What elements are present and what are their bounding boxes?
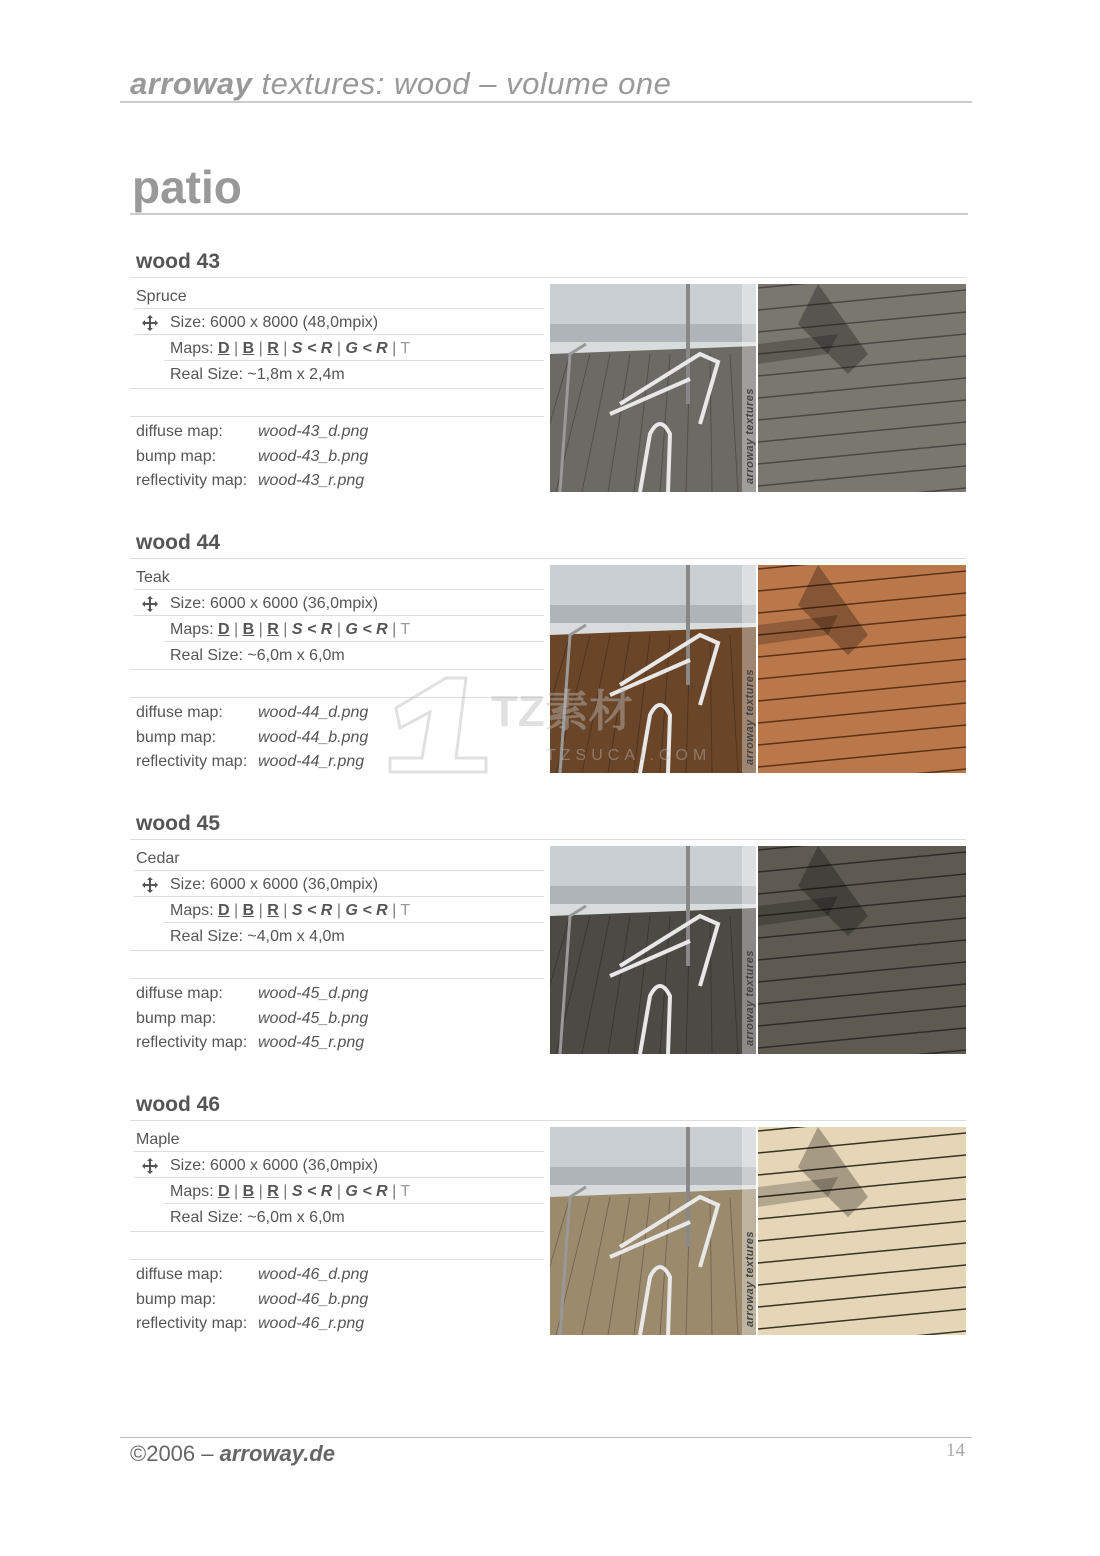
map-link-bump[interactable]: B bbox=[242, 1183, 255, 1200]
row-divider bbox=[134, 1151, 544, 1152]
real-size-value: ~6,0m x 6,0m bbox=[247, 647, 345, 664]
map-separator: | bbox=[336, 621, 341, 638]
bump-map-label: bump map: bbox=[136, 447, 217, 465]
move-icon bbox=[142, 315, 158, 331]
render-preview-image bbox=[550, 1127, 756, 1335]
entry-title: wood 43 bbox=[136, 250, 221, 273]
row-divider bbox=[164, 1203, 544, 1204]
map-link-t: T bbox=[400, 340, 411, 357]
species-row bbox=[130, 284, 544, 310]
row-divider bbox=[134, 308, 544, 309]
map-separator: | bbox=[234, 340, 239, 357]
render-preview-image bbox=[550, 846, 756, 1054]
species-row bbox=[130, 1127, 544, 1153]
diffuse-map-label: diffuse map: bbox=[136, 704, 223, 721]
map-separator: | bbox=[392, 621, 397, 638]
move-icon bbox=[142, 877, 158, 893]
map-link-glossiness[interactable]: G < R bbox=[345, 1183, 388, 1200]
map-link-diffuse[interactable]: D bbox=[218, 902, 230, 919]
row-divider bbox=[130, 950, 544, 951]
maps-text bbox=[170, 340, 410, 358]
row-divider bbox=[134, 615, 544, 616]
map-link-glossiness[interactable]: G < R bbox=[345, 902, 388, 919]
size-value: 6000 x 6000 (36,0mpix) bbox=[210, 1157, 379, 1174]
real-size-text bbox=[170, 928, 345, 946]
row-divider bbox=[130, 1231, 544, 1232]
footer-copyright: ©2006 – arroway.de bbox=[130, 1441, 335, 1466]
row-divider bbox=[130, 978, 544, 979]
texture-entry bbox=[130, 1093, 970, 1333]
species-label: Teak bbox=[136, 569, 170, 586]
real-size-prefix: Real Size: bbox=[170, 366, 248, 383]
row-divider bbox=[130, 416, 544, 417]
row-divider bbox=[130, 388, 544, 389]
row-divider bbox=[134, 589, 544, 590]
real-size-prefix: Real Size: bbox=[170, 647, 248, 664]
map-separator: | bbox=[392, 340, 397, 357]
map-separator: | bbox=[258, 1183, 263, 1200]
row-divider bbox=[134, 334, 544, 335]
reflectivity-map-filename[interactable]: wood-45_r.png bbox=[258, 1034, 365, 1051]
map-link-specular[interactable]: S < R bbox=[291, 1183, 333, 1200]
species-label: Cedar bbox=[136, 850, 180, 867]
size-value: 6000 x 8000 (48,0mpix) bbox=[210, 314, 379, 331]
size-text bbox=[170, 1157, 378, 1175]
entry-title: wood 46 bbox=[136, 1093, 221, 1116]
title-rule bbox=[130, 277, 966, 278]
title-rule bbox=[130, 839, 966, 840]
maps-row bbox=[130, 617, 544, 643]
render-side-text: arroway textures bbox=[744, 949, 756, 1046]
bump-map-filename[interactable]: wood-45_b.png bbox=[258, 1009, 369, 1027]
maps-row bbox=[130, 898, 544, 924]
size-prefix: Size: bbox=[170, 595, 211, 612]
map-link-diffuse[interactable]: D bbox=[218, 621, 230, 638]
maps-prefix: Maps: bbox=[170, 340, 219, 357]
page-number: 14 bbox=[946, 1440, 965, 1461]
map-link-glossiness[interactable]: G < R bbox=[345, 621, 388, 638]
map-separator: | bbox=[258, 902, 263, 919]
watermark-sub: TZSUCAI.COM bbox=[546, 747, 712, 764]
species-label: Spruce bbox=[136, 288, 187, 305]
maps-prefix: Maps: bbox=[170, 902, 219, 919]
section-title: patio bbox=[132, 161, 242, 213]
real-size-text bbox=[170, 366, 345, 384]
row-divider bbox=[134, 1177, 544, 1178]
map-separator: | bbox=[336, 902, 341, 919]
size-prefix: Size: bbox=[170, 1157, 211, 1174]
row-divider bbox=[164, 922, 544, 923]
map-link-bump[interactable]: B bbox=[242, 902, 255, 919]
size-value: 6000 x 6000 (36,0mpix) bbox=[210, 876, 379, 893]
maps-text bbox=[170, 621, 410, 639]
reflectivity-map-filename[interactable]: wood-46_r.png bbox=[258, 1315, 365, 1332]
bump-map-label: bump map: bbox=[136, 1009, 217, 1027]
map-separator: | bbox=[283, 902, 288, 919]
real-size-row bbox=[130, 1205, 544, 1231]
texture-sample-image bbox=[758, 1127, 966, 1335]
texture-entry bbox=[130, 250, 970, 490]
texture-sample-image bbox=[758, 284, 966, 492]
maps-row bbox=[130, 336, 544, 362]
map-separator: | bbox=[234, 902, 239, 919]
diffuse-map-filename[interactable]: wood-46_d.png bbox=[258, 1266, 369, 1283]
map-separator: | bbox=[283, 621, 288, 638]
entry-title: wood 44 bbox=[136, 531, 221, 554]
row-divider bbox=[134, 896, 544, 897]
real-size-row bbox=[130, 362, 544, 388]
render-side-text: arroway textures bbox=[744, 668, 756, 765]
render-side-text: arroway textures bbox=[744, 387, 756, 484]
real-size-row bbox=[130, 924, 544, 950]
move-icon bbox=[142, 596, 158, 612]
maps-prefix: Maps: bbox=[170, 621, 219, 638]
render-preview-image bbox=[550, 284, 756, 492]
map-link-t: T bbox=[400, 902, 411, 919]
render-side-text: arroway textures bbox=[744, 1230, 756, 1327]
map-link-specular[interactable]: S < R bbox=[291, 902, 333, 919]
bump-map-filename[interactable]: wood-43_b.png bbox=[258, 447, 369, 465]
reflectivity-map-label: reflectivity map: bbox=[136, 472, 248, 489]
document-header: arroway textures: wood – volume one bbox=[130, 66, 672, 101]
texture-sample-image bbox=[758, 846, 966, 1054]
diffuse-map-label: diffuse map: bbox=[136, 423, 223, 440]
row-divider bbox=[164, 360, 544, 361]
bump-map-filename[interactable]: wood-44_b.png bbox=[258, 728, 369, 746]
map-link-specular[interactable]: S < R bbox=[291, 621, 333, 638]
map-link-diffuse[interactable]: D bbox=[218, 1183, 230, 1200]
size-row bbox=[130, 1153, 544, 1179]
real-size-text bbox=[170, 647, 345, 665]
bump-map-filename[interactable]: wood-46_b.png bbox=[258, 1290, 369, 1308]
size-prefix: Size: bbox=[170, 876, 211, 893]
watermark-text: TZ素材 bbox=[491, 687, 633, 736]
size-text bbox=[170, 876, 378, 894]
watermark bbox=[386, 668, 726, 778]
map-separator: | bbox=[283, 1183, 288, 1200]
footer-rule bbox=[120, 1437, 972, 1438]
header-rule bbox=[120, 101, 972, 103]
real-size-prefix: Real Size: bbox=[170, 928, 248, 945]
real-size-value: ~4,0m x 4,0m bbox=[247, 928, 345, 945]
title-rule bbox=[130, 558, 966, 559]
real-size-prefix: Real Size: bbox=[170, 1209, 248, 1226]
reflectivity-map-label: reflectivity map: bbox=[136, 1315, 248, 1332]
map-link-t: T bbox=[400, 621, 411, 638]
footer-site-link[interactable]: arroway.de bbox=[219, 1441, 335, 1466]
real-size-value: ~1,8m x 2,4m bbox=[247, 366, 345, 383]
map-link-reflectivity[interactable]: R bbox=[267, 902, 279, 919]
diffuse-map-filename[interactable]: wood-43_d.png bbox=[258, 423, 369, 440]
map-separator: | bbox=[336, 340, 341, 357]
row-divider bbox=[134, 870, 544, 871]
reflectivity-map-label: reflectivity map: bbox=[136, 1034, 248, 1051]
size-text bbox=[170, 595, 378, 613]
maps-text bbox=[170, 902, 410, 920]
texture-entry bbox=[130, 812, 970, 1052]
map-link-t: T bbox=[400, 1183, 411, 1200]
diffuse-map-filename[interactable]: wood-45_d.png bbox=[258, 985, 369, 1002]
map-separator: | bbox=[258, 621, 263, 638]
species-row bbox=[130, 565, 544, 591]
real-size-text bbox=[170, 1209, 345, 1227]
maps-prefix: Maps: bbox=[170, 1183, 219, 1200]
map-link-reflectivity[interactable]: R bbox=[267, 621, 279, 638]
map-separator: | bbox=[283, 340, 288, 357]
diffuse-map-filename[interactable]: wood-44_d.png bbox=[258, 704, 369, 721]
maps-row bbox=[130, 1179, 544, 1205]
species-row bbox=[130, 846, 544, 872]
map-link-reflectivity[interactable]: R bbox=[267, 1183, 279, 1200]
map-link-bump[interactable]: B bbox=[242, 621, 255, 638]
reflectivity-map-filename[interactable]: wood-44_r.png bbox=[258, 753, 365, 770]
diffuse-map-label: diffuse map: bbox=[136, 1266, 223, 1283]
species-label: Maple bbox=[136, 1131, 180, 1148]
title-rule bbox=[130, 1120, 966, 1121]
map-link-glossiness[interactable]: G < R bbox=[345, 340, 388, 357]
maps-text bbox=[170, 1183, 410, 1201]
map-separator: | bbox=[234, 1183, 239, 1200]
bump-map-label: bump map: bbox=[136, 1290, 217, 1308]
move-icon bbox=[142, 1158, 158, 1174]
reflectivity-map-filename[interactable]: wood-43_r.png bbox=[258, 472, 365, 489]
reflectivity-map-label: reflectivity map: bbox=[136, 753, 248, 770]
map-link-reflectivity[interactable]: R bbox=[267, 340, 279, 357]
entry-title: wood 45 bbox=[136, 812, 221, 835]
map-separator: | bbox=[234, 621, 239, 638]
size-row bbox=[130, 872, 544, 898]
texture-preview bbox=[550, 284, 966, 492]
row-divider bbox=[164, 641, 544, 642]
size-text bbox=[170, 314, 378, 332]
diffuse-map-label: diffuse map: bbox=[136, 985, 223, 1002]
size-value: 6000 x 6000 (36,0mpix) bbox=[210, 595, 379, 612]
texture-preview bbox=[550, 1127, 966, 1335]
row-divider bbox=[130, 1259, 544, 1260]
map-link-diffuse[interactable]: D bbox=[218, 340, 230, 357]
real-size-value: ~6,0m x 6,0m bbox=[247, 1209, 345, 1226]
size-prefix: Size: bbox=[170, 314, 211, 331]
map-link-specular[interactable]: S < R bbox=[291, 340, 333, 357]
map-separator: | bbox=[336, 1183, 341, 1200]
bump-map-label: bump map: bbox=[136, 728, 217, 746]
size-row bbox=[130, 591, 544, 617]
size-row bbox=[130, 310, 544, 336]
texture-preview bbox=[550, 846, 966, 1054]
map-separator: | bbox=[258, 340, 263, 357]
map-separator: | bbox=[392, 902, 397, 919]
texture-sample-image bbox=[758, 565, 966, 773]
map-separator: | bbox=[392, 1183, 397, 1200]
map-link-bump[interactable]: B bbox=[242, 340, 255, 357]
section-rule bbox=[130, 213, 968, 215]
real-size-row bbox=[130, 643, 544, 669]
